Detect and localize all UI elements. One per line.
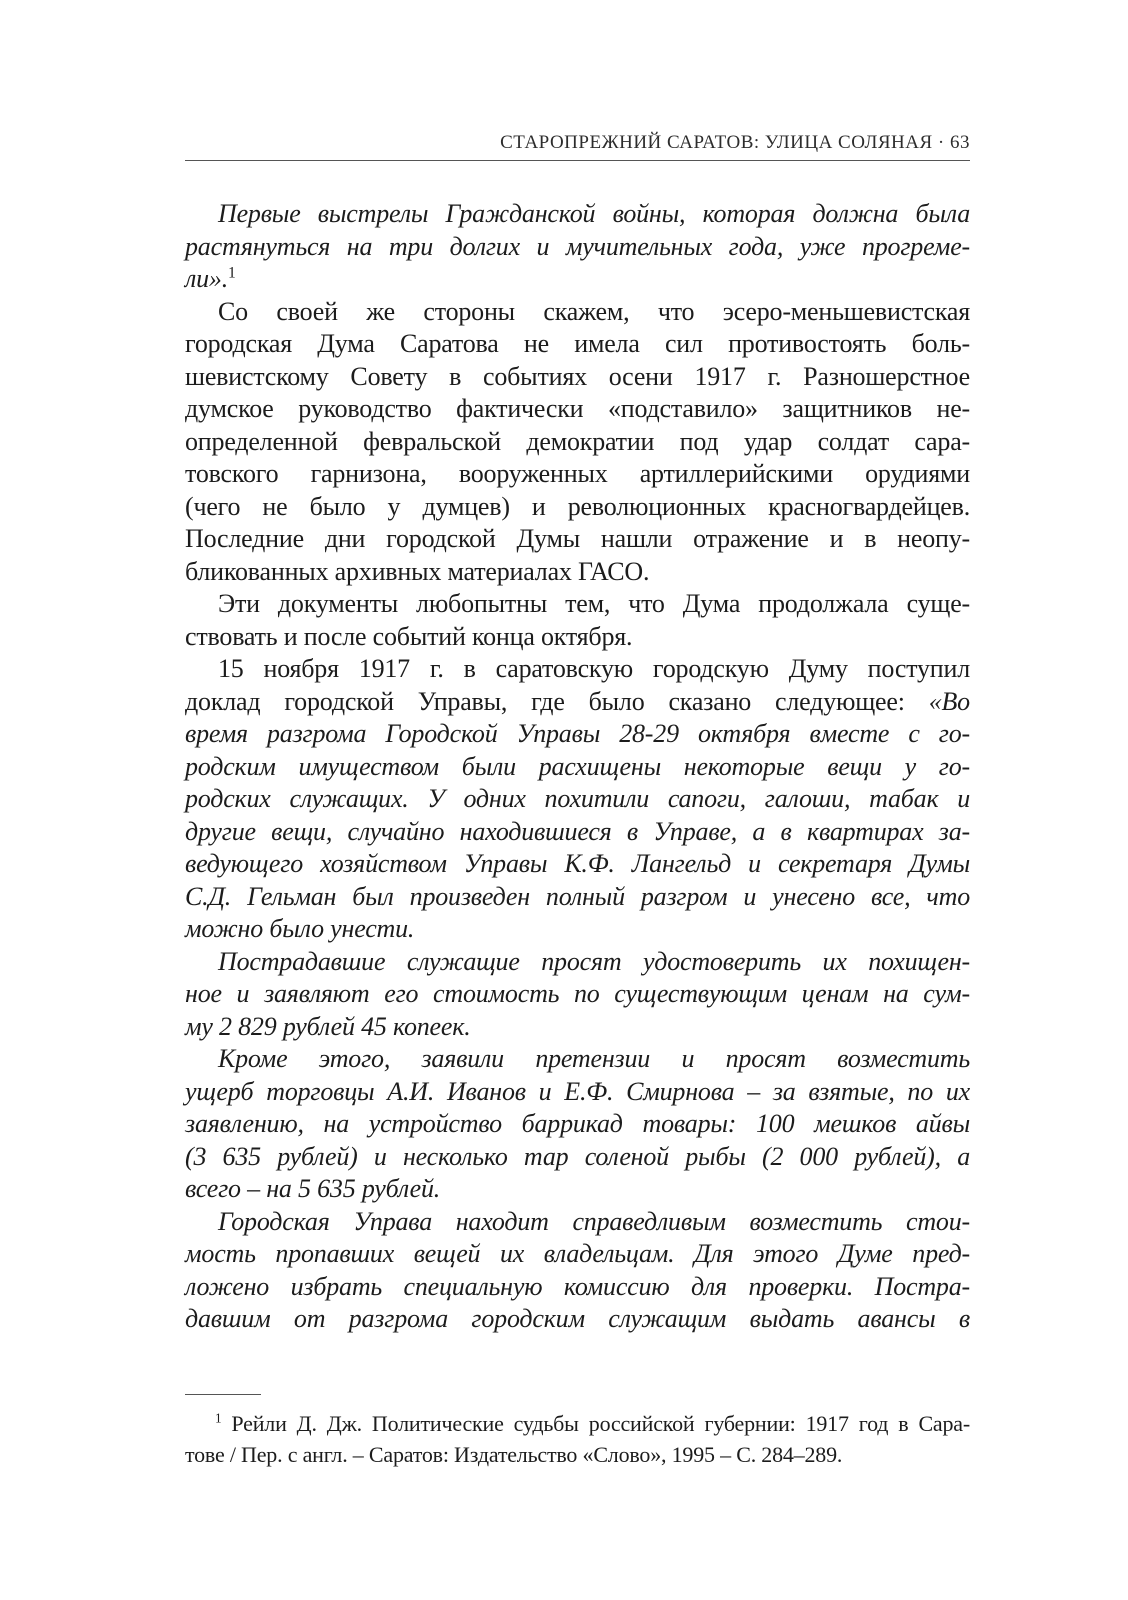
text-segment: всего – на 5 635 рублей. (185, 1174, 441, 1203)
text-line (185, 816, 970, 849)
text-segment: Первые выстрелы Гражданской войны, которая должна была (218, 199, 970, 228)
text-line (185, 978, 970, 1011)
text-segment: шевистскому Совету в событиях осени 1917 г. Разношерстное (185, 361, 970, 391)
paragraph (185, 946, 970, 1044)
text-line (185, 1439, 970, 1470)
text-segment: давшим от разгрома городским служащим выдать авансы в (185, 1304, 970, 1333)
text-line (185, 458, 970, 491)
text-line (185, 556, 970, 589)
text-line (185, 263, 970, 296)
text-line (185, 491, 970, 524)
text-line (185, 1271, 970, 1304)
text-segment: му 2 829 рублей 45 копеек. (185, 1011, 471, 1041)
text-line (185, 653, 970, 686)
text-segment: тове / Пер. с англ. – Саратов: Издательство «Слово», 1995 – С. 284–289. (185, 1441, 843, 1467)
text-line (185, 426, 970, 459)
text-block (185, 0, 970, 1470)
text-line (185, 946, 970, 979)
text-segment: ложено избрать специальную комиссию для проверки. Постра- (185, 1271, 970, 1301)
text-segment: (3 635 рублей) и несколько тар соленой рыбы (2 000 рублей), а (185, 1141, 970, 1171)
paragraph (185, 588, 970, 653)
text-line (185, 1011, 970, 1044)
text-line (185, 1076, 970, 1109)
text-segment: ведующего хозяйством Управы К.Ф. Лангельд и секретаря Думы (185, 849, 970, 878)
text-line (185, 328, 970, 361)
footnote-text (185, 1408, 970, 1470)
text-line (185, 1173, 970, 1206)
text-segment: Рейли Д. Дж. Политические судьбы российской губернии: 1917 год в Сара- (221, 1410, 970, 1436)
text-line (185, 913, 970, 946)
footnote-reference: 1 (228, 264, 236, 282)
footnote-block (185, 1394, 970, 1470)
text-segment: 15 ноября 1917 г. в саратовскую городскую Думу поступил (218, 654, 970, 683)
text-segment: другие вещи, случайно находившиеся в Управе, а в квартирах за- (185, 816, 970, 846)
text-line (185, 1408, 970, 1439)
text-segment: родских служащих. У одних похитили сапоги, галоши, табак и (185, 784, 970, 813)
text-segment: товского гарнизона, вооруженных артиллерийскими орудиями (185, 459, 970, 488)
text-line (185, 718, 970, 751)
text-line (185, 848, 970, 881)
text-segment: думское руководство фактически «подставило» защитников не- (185, 394, 970, 423)
text-segment: «Во (928, 686, 970, 716)
text-segment: растянуться на три долгих и мучительных года, уже прогреме- (185, 231, 970, 261)
text-line (185, 881, 970, 914)
text-segment: ное и заявляют его стоимость по существующим ценам на сум- (185, 979, 970, 1008)
text-line (185, 751, 970, 784)
text-segment: заявлению, на устройство баррикад товары: 100 мешков айвы (185, 1109, 970, 1138)
text-segment: ущерб торговцы А.И. Иванов и Е.Ф. Смирнова – за взятые, по их (185, 1076, 970, 1106)
text-line (185, 1141, 970, 1174)
text-segment: определенной февральской демократии под удар солдат сара- (185, 426, 970, 456)
body-text (185, 198, 970, 1336)
text-line (185, 1206, 970, 1239)
text-line (185, 296, 970, 329)
paragraph (185, 1043, 970, 1206)
text-line (185, 1043, 970, 1076)
text-line (185, 231, 970, 264)
text-segment: время разгрома Городской Управы 28-29 октября вместе с го- (185, 719, 970, 748)
text-segment: Городская Управа находит справедливым возместить стои- (218, 1206, 970, 1236)
text-segment: Последние дни городской Думы нашли отражение и в неопу- (185, 524, 970, 553)
text-line (185, 588, 970, 621)
text-segment: городская Дума Саратова не имела сил противостоять боль- (185, 329, 970, 358)
text-segment: Кроме этого, заявили претензии и просят возместить (218, 1044, 970, 1073)
text-segment: мость пропавших вещей их владельцам. Для этого Думе пред- (185, 1239, 970, 1268)
running-header (185, 0, 970, 154)
text-line (185, 1303, 970, 1336)
paragraph (185, 296, 970, 589)
paragraph (185, 653, 970, 946)
text-line (185, 621, 970, 654)
header-rule (185, 160, 970, 161)
paragraph (185, 198, 970, 296)
text-segment: бликованных архивных материалах ГАСО. (185, 556, 650, 586)
footnote-reference: 1 (215, 1410, 222, 1426)
text-line (185, 198, 970, 231)
paragraph (185, 1408, 970, 1470)
text-line (185, 783, 970, 816)
text-line (185, 361, 970, 394)
text-segment: С.Д. Гельман был произведен полный разгром и унесено все, что (185, 881, 970, 911)
text-segment: Пострадавшие служащие просят удостоверить их похищен- (218, 946, 970, 976)
paragraph (185, 1206, 970, 1336)
running-header-text: СТАРОПРЕЖНИЙ САРАТОВ: УЛИЦА СОЛЯНАЯ · 63 (500, 132, 970, 153)
text-segment: Эти документы любопытны тем, что Дума продолжала суще- (218, 589, 970, 618)
text-segment: доклад городской Управы, где было сказано следующее: (185, 686, 929, 716)
text-line (185, 1238, 970, 1271)
text-line (185, 1108, 970, 1141)
text-segment: Со своей же стороны скажем, что эсеро-меньшевистская (218, 296, 970, 326)
text-segment: родским имуществом были расхищены некоторые вещи у го- (185, 751, 970, 781)
text-line (185, 523, 970, 556)
text-segment: можно было унести. (185, 914, 415, 943)
text-segment: ли». (185, 264, 229, 293)
footnote-separator (185, 1394, 261, 1395)
text-line (185, 686, 970, 719)
text-line (185, 393, 970, 426)
text-segment: ствовать и после событий конца октября. (185, 621, 633, 651)
text-segment: (чего не было у думцев) и революционных красногвардейцев. (185, 491, 970, 521)
